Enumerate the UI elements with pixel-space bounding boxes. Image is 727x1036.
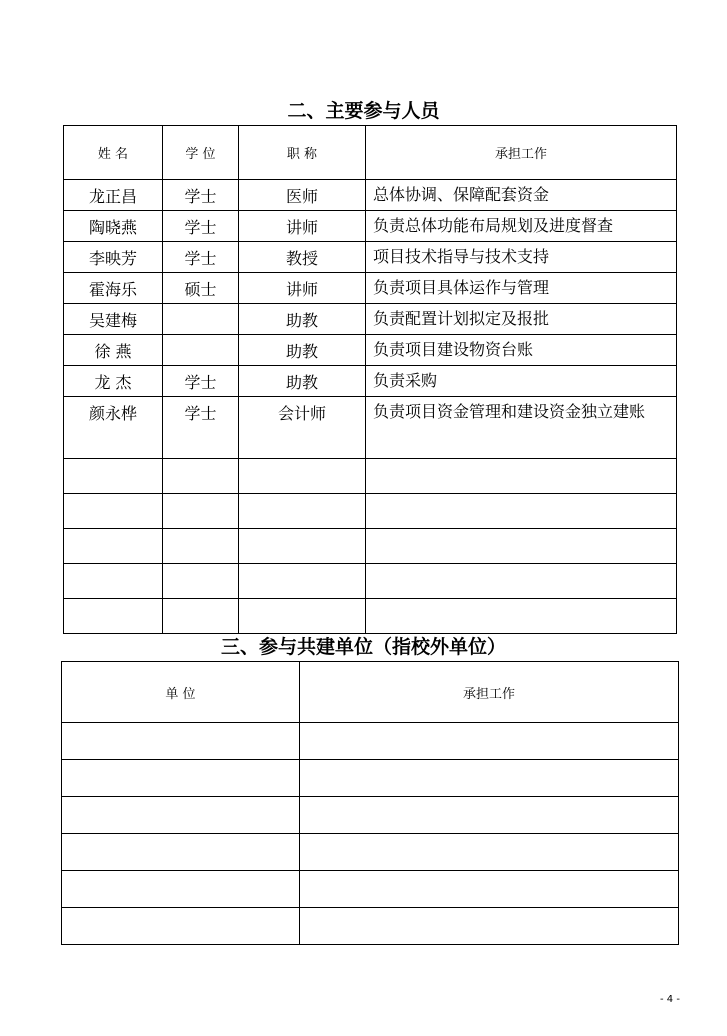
- partner-units-table: [61, 661, 679, 945]
- table-row: [64, 397, 677, 459]
- header-degree: 学 位: [163, 126, 239, 180]
- person-title: 助教: [239, 366, 366, 397]
- empty-row: [62, 871, 679, 908]
- page-number: - 4 -: [660, 994, 680, 1005]
- person-duty: 负责项目具体运作与管理: [366, 273, 677, 304]
- empty-row: [62, 908, 679, 945]
- person-degree: [163, 335, 239, 366]
- person-title: 助教: [239, 335, 366, 366]
- person-title: 会计师: [239, 397, 366, 459]
- person-duty: 负责总体功能布局规划及进度督查: [366, 211, 677, 242]
- person-degree: 学士: [163, 366, 239, 397]
- empty-row: [64, 529, 677, 564]
- table-header-row: [64, 126, 677, 180]
- header-name: 姓 名: [64, 126, 163, 180]
- person-title: 助教: [239, 304, 366, 335]
- person-name: 霍海乐: [64, 273, 163, 304]
- table-row: [64, 180, 677, 211]
- header-duty: 承担工作: [300, 662, 679, 723]
- person-name: 李映芳: [64, 242, 163, 273]
- person-name: 龙正昌: [64, 180, 163, 211]
- header-title: 职 称: [239, 126, 366, 180]
- empty-row: [64, 459, 677, 494]
- table-row: [64, 211, 677, 242]
- person-duty: 负责配置计划拟定及报批: [366, 304, 677, 335]
- header-unit: 单 位: [62, 662, 300, 723]
- person-degree: 学士: [163, 397, 239, 459]
- person-name: 颜永桦: [64, 397, 163, 459]
- empty-row: [62, 834, 679, 871]
- section3-title: 三、参与共建单位（指校外单位）: [220, 636, 506, 658]
- person-duty: 负责项目建设物资台账: [366, 335, 677, 366]
- table-row: [64, 242, 677, 273]
- empty-row: [62, 797, 679, 834]
- person-degree: 学士: [163, 211, 239, 242]
- empty-row: [64, 564, 677, 599]
- empty-row: [62, 723, 679, 760]
- person-duty: 负责采购: [366, 366, 677, 397]
- person-title: 医师: [239, 180, 366, 211]
- person-name: 吴建梅: [64, 304, 163, 335]
- person-degree: 硕士: [163, 273, 239, 304]
- person-name: 龙 杰: [64, 366, 163, 397]
- header-duty: 承担工作: [366, 126, 677, 180]
- person-name: 陶晓燕: [64, 211, 163, 242]
- person-title: 讲师: [239, 273, 366, 304]
- table-row: [64, 273, 677, 304]
- table-row: [64, 335, 677, 366]
- personnel-table: [63, 125, 677, 634]
- person-duty: 负责项目资金管理和建设资金独立建账: [366, 397, 677, 459]
- empty-row: [62, 760, 679, 797]
- person-duty: 项目技术指导与技术支持: [366, 242, 677, 273]
- person-degree: 学士: [163, 242, 239, 273]
- person-name: 徐 燕: [64, 335, 163, 366]
- table-row: [64, 304, 677, 335]
- empty-row: [64, 599, 677, 634]
- person-title: 教授: [239, 242, 366, 273]
- table-row: [64, 366, 677, 397]
- person-title: 讲师: [239, 211, 366, 242]
- person-degree: 学士: [163, 180, 239, 211]
- empty-row: [64, 494, 677, 529]
- table-header-row: [62, 662, 679, 723]
- person-duty: 总体协调、保障配套资金: [366, 180, 677, 211]
- section2-title: 二、主要参与人员: [287, 100, 440, 122]
- person-degree: [163, 304, 239, 335]
